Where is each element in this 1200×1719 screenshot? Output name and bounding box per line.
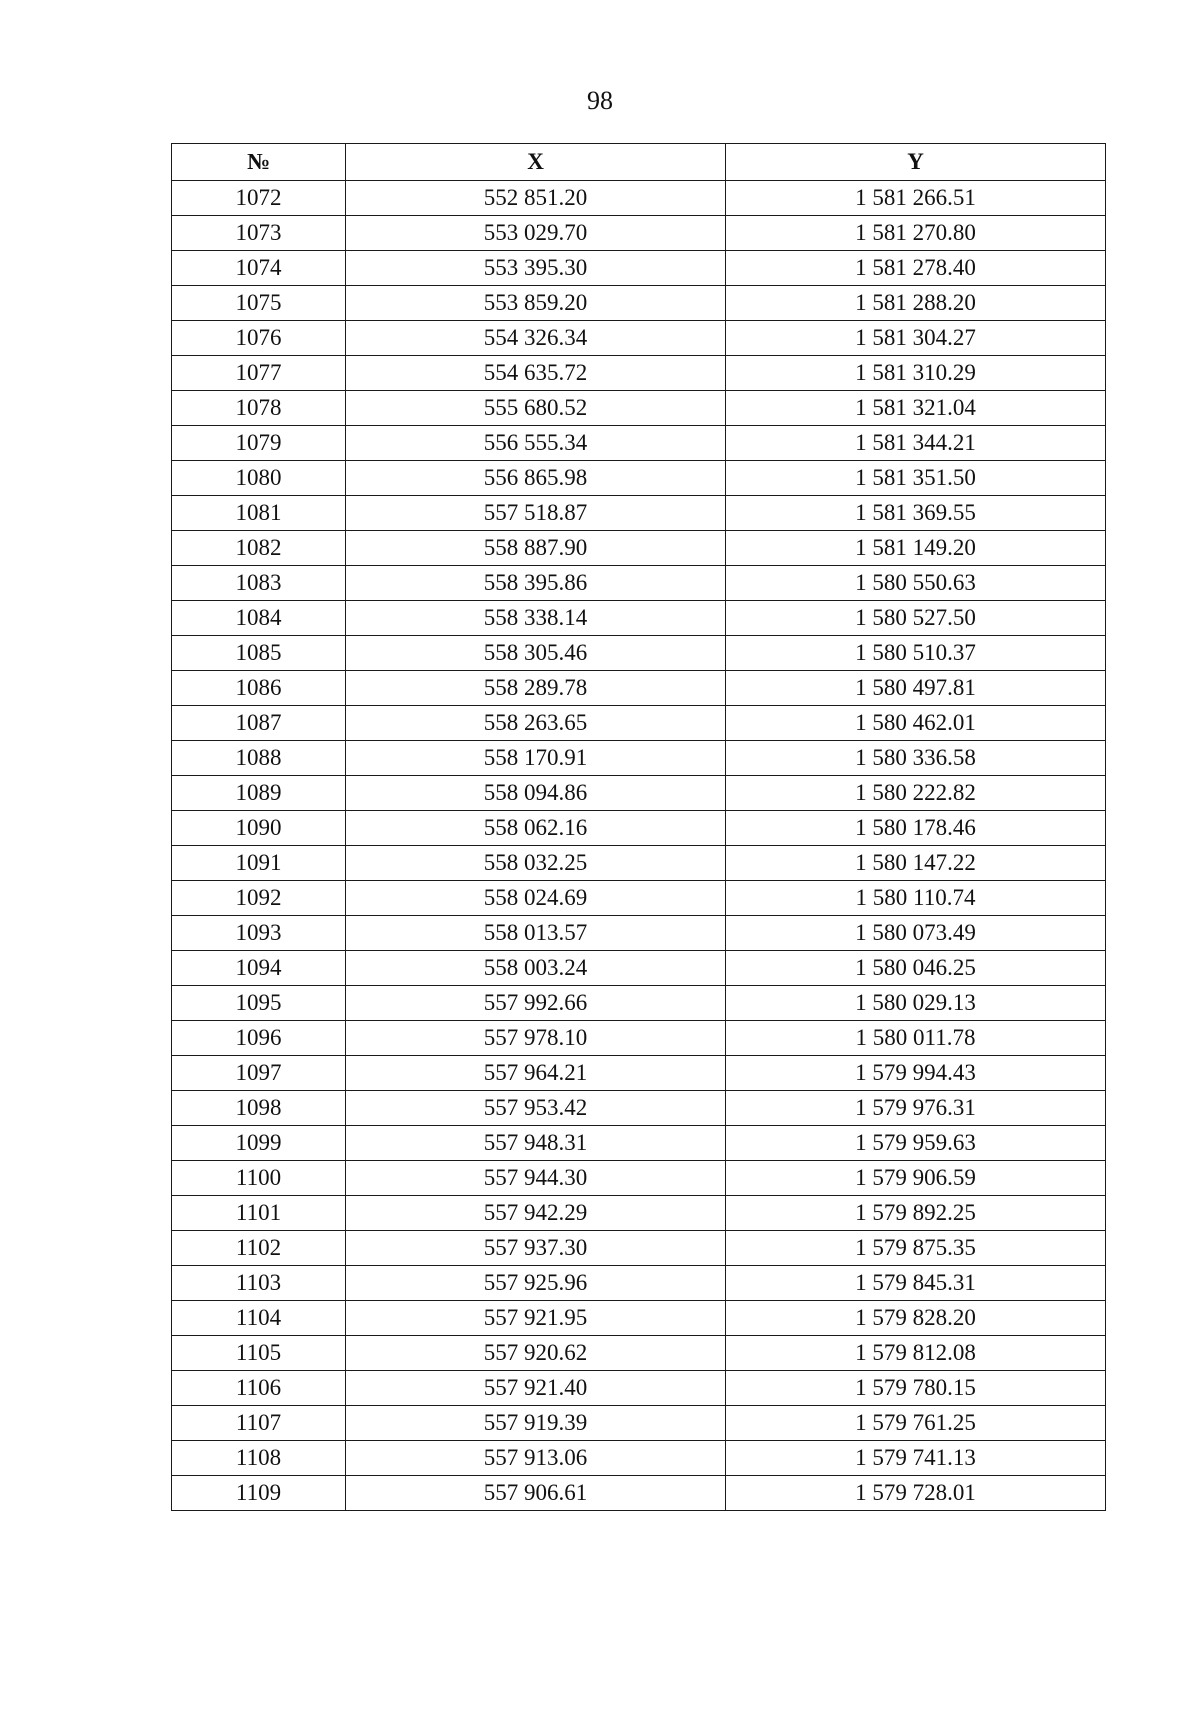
table-row — [172, 846, 1106, 881]
cell-y: 1 580 462.01 — [726, 706, 1106, 741]
table-row — [172, 566, 1106, 601]
table-row — [172, 1301, 1106, 1336]
cell-y: 1 579 741.13 — [726, 1441, 1106, 1476]
cell-x: 557 921.95 — [346, 1301, 726, 1336]
table-row — [172, 741, 1106, 776]
cell-x: 557 953.42 — [346, 1091, 726, 1126]
cell-number: 1078 — [172, 391, 346, 426]
table-row — [172, 1371, 1106, 1406]
cell-y: 1 579 780.15 — [726, 1371, 1106, 1406]
table-row — [172, 531, 1106, 566]
cell-number: 1083 — [172, 566, 346, 601]
table-row — [172, 251, 1106, 286]
cell-y: 1 580 222.82 — [726, 776, 1106, 811]
table-row — [172, 916, 1106, 951]
cell-y: 1 579 812.08 — [726, 1336, 1106, 1371]
table-row — [172, 216, 1106, 251]
cell-number: 1103 — [172, 1266, 346, 1301]
cell-x: 558 170.91 — [346, 741, 726, 776]
cell-number: 1098 — [172, 1091, 346, 1126]
cell-x: 554 635.72 — [346, 356, 726, 391]
header-x: X — [346, 144, 726, 181]
cell-x: 557 920.62 — [346, 1336, 726, 1371]
table-row — [172, 1161, 1106, 1196]
cell-y: 1 579 845.31 — [726, 1266, 1106, 1301]
cell-number: 1085 — [172, 636, 346, 671]
table-row — [172, 1231, 1106, 1266]
cell-y: 1 580 550.63 — [726, 566, 1106, 601]
cell-y: 1 579 906.59 — [726, 1161, 1106, 1196]
cell-x: 557 925.96 — [346, 1266, 726, 1301]
page-number: 98 — [587, 86, 613, 115]
cell-x: 552 851.20 — [346, 181, 726, 216]
cell-number: 1076 — [172, 321, 346, 356]
cell-x: 558 887.90 — [346, 531, 726, 566]
cell-x: 558 289.78 — [346, 671, 726, 706]
cell-y: 1 581 270.80 — [726, 216, 1106, 251]
cell-y: 1 581 369.55 — [726, 496, 1106, 531]
table-row — [172, 181, 1106, 216]
header-row — [172, 144, 1106, 181]
cell-x: 554 326.34 — [346, 321, 726, 356]
table-row — [172, 1126, 1106, 1161]
cell-x: 555 680.52 — [346, 391, 726, 426]
cell-x: 557 944.30 — [346, 1161, 726, 1196]
table-row — [172, 986, 1106, 1021]
table-row — [172, 1476, 1106, 1511]
cell-y: 1 579 976.31 — [726, 1091, 1106, 1126]
table-row — [172, 1056, 1106, 1091]
cell-y: 1 580 110.74 — [726, 881, 1106, 916]
cell-number: 1093 — [172, 916, 346, 951]
table-row — [172, 391, 1106, 426]
cell-y: 1 580 073.49 — [726, 916, 1106, 951]
cell-y: 1 579 994.43 — [726, 1056, 1106, 1091]
cell-y: 1 580 029.13 — [726, 986, 1106, 1021]
cell-x: 557 964.21 — [346, 1056, 726, 1091]
cell-number: 1095 — [172, 986, 346, 1021]
table-row — [172, 1091, 1106, 1126]
cell-x: 558 094.86 — [346, 776, 726, 811]
cell-y: 1 581 310.29 — [726, 356, 1106, 391]
cell-x: 553 395.30 — [346, 251, 726, 286]
table-row — [172, 496, 1106, 531]
cell-x: 556 865.98 — [346, 461, 726, 496]
cell-x: 557 948.31 — [346, 1126, 726, 1161]
cell-x: 558 013.57 — [346, 916, 726, 951]
table-row — [172, 671, 1106, 706]
cell-y: 1 579 761.25 — [726, 1406, 1106, 1441]
coordinates-table — [171, 143, 1106, 1511]
cell-x: 558 003.24 — [346, 951, 726, 986]
cell-number: 1102 — [172, 1231, 346, 1266]
cell-x: 558 263.65 — [346, 706, 726, 741]
cell-number: 1108 — [172, 1441, 346, 1476]
cell-x: 553 029.70 — [346, 216, 726, 251]
cell-x: 558 032.25 — [346, 846, 726, 881]
cell-number: 1094 — [172, 951, 346, 986]
cell-number: 1092 — [172, 881, 346, 916]
cell-y: 1 580 336.58 — [726, 741, 1106, 776]
header-number: № — [172, 144, 346, 181]
cell-x: 557 992.66 — [346, 986, 726, 1021]
table-row — [172, 636, 1106, 671]
cell-y: 1 580 178.46 — [726, 811, 1106, 846]
cell-y: 1 580 147.22 — [726, 846, 1106, 881]
cell-y: 1 580 510.37 — [726, 636, 1106, 671]
cell-y: 1 581 149.20 — [726, 531, 1106, 566]
cell-number: 1096 — [172, 1021, 346, 1056]
cell-y: 1 579 828.20 — [726, 1301, 1106, 1336]
cell-y: 1 579 728.01 — [726, 1476, 1106, 1511]
cell-number: 1100 — [172, 1161, 346, 1196]
cell-number: 1089 — [172, 776, 346, 811]
table-header — [172, 144, 1106, 181]
cell-x: 553 859.20 — [346, 286, 726, 321]
cell-y: 1 581 278.40 — [726, 251, 1106, 286]
cell-number: 1072 — [172, 181, 346, 216]
cell-y: 1 580 497.81 — [726, 671, 1106, 706]
cell-y: 1 579 875.35 — [726, 1231, 1106, 1266]
cell-x: 557 942.29 — [346, 1196, 726, 1231]
table-row — [172, 426, 1106, 461]
cell-number: 1075 — [172, 286, 346, 321]
cell-x: 557 937.30 — [346, 1231, 726, 1266]
cell-x: 556 555.34 — [346, 426, 726, 461]
cell-y: 1 580 046.25 — [726, 951, 1106, 986]
table-row — [172, 1441, 1106, 1476]
cell-number: 1081 — [172, 496, 346, 531]
table-row — [172, 1406, 1106, 1441]
cell-y: 1 581 266.51 — [726, 181, 1106, 216]
cell-y: 1 579 959.63 — [726, 1126, 1106, 1161]
table-row — [172, 951, 1106, 986]
cell-x: 557 906.61 — [346, 1476, 726, 1511]
table-body — [172, 181, 1106, 1511]
cell-y: 1 580 011.78 — [726, 1021, 1106, 1056]
cell-number: 1104 — [172, 1301, 346, 1336]
table-row — [172, 1336, 1106, 1371]
cell-x: 557 919.39 — [346, 1406, 726, 1441]
cell-x: 557 913.06 — [346, 1441, 726, 1476]
cell-x: 557 518.87 — [346, 496, 726, 531]
cell-y: 1 581 304.27 — [726, 321, 1106, 356]
cell-number: 1080 — [172, 461, 346, 496]
table-row — [172, 881, 1106, 916]
cell-y: 1 581 321.04 — [726, 391, 1106, 426]
table-row — [172, 706, 1106, 741]
table-row — [172, 1196, 1106, 1231]
cell-x: 558 024.69 — [346, 881, 726, 916]
cell-number: 1086 — [172, 671, 346, 706]
table-row — [172, 1266, 1106, 1301]
table-row — [172, 356, 1106, 391]
cell-number: 1079 — [172, 426, 346, 461]
cell-number: 1097 — [172, 1056, 346, 1091]
table-row — [172, 286, 1106, 321]
cell-y: 1 581 351.50 — [726, 461, 1106, 496]
table-row — [172, 776, 1106, 811]
cell-number: 1101 — [172, 1196, 346, 1231]
cell-number: 1107 — [172, 1406, 346, 1441]
header-y: Y — [726, 144, 1106, 181]
cell-number: 1082 — [172, 531, 346, 566]
cell-number: 1106 — [172, 1371, 346, 1406]
cell-x: 558 062.16 — [346, 811, 726, 846]
cell-x: 558 395.86 — [346, 566, 726, 601]
cell-y: 1 580 527.50 — [726, 601, 1106, 636]
cell-number: 1091 — [172, 846, 346, 881]
table-row — [172, 601, 1106, 636]
cell-y: 1 579 892.25 — [726, 1196, 1106, 1231]
cell-number: 1074 — [172, 251, 346, 286]
cell-x: 557 978.10 — [346, 1021, 726, 1056]
table-row — [172, 1021, 1106, 1056]
cell-y: 1 581 344.21 — [726, 426, 1106, 461]
cell-number: 1099 — [172, 1126, 346, 1161]
cell-number: 1073 — [172, 216, 346, 251]
table-row — [172, 321, 1106, 356]
cell-number: 1077 — [172, 356, 346, 391]
table-row — [172, 811, 1106, 846]
cell-x: 558 305.46 — [346, 636, 726, 671]
cell-number: 1087 — [172, 706, 346, 741]
cell-number: 1088 — [172, 741, 346, 776]
table-row — [172, 461, 1106, 496]
cell-y: 1 581 288.20 — [726, 286, 1106, 321]
cell-number: 1105 — [172, 1336, 346, 1371]
cell-x: 557 921.40 — [346, 1371, 726, 1406]
cell-number: 1109 — [172, 1476, 346, 1511]
cell-number: 1084 — [172, 601, 346, 636]
cell-number: 1090 — [172, 811, 346, 846]
cell-x: 558 338.14 — [346, 601, 726, 636]
